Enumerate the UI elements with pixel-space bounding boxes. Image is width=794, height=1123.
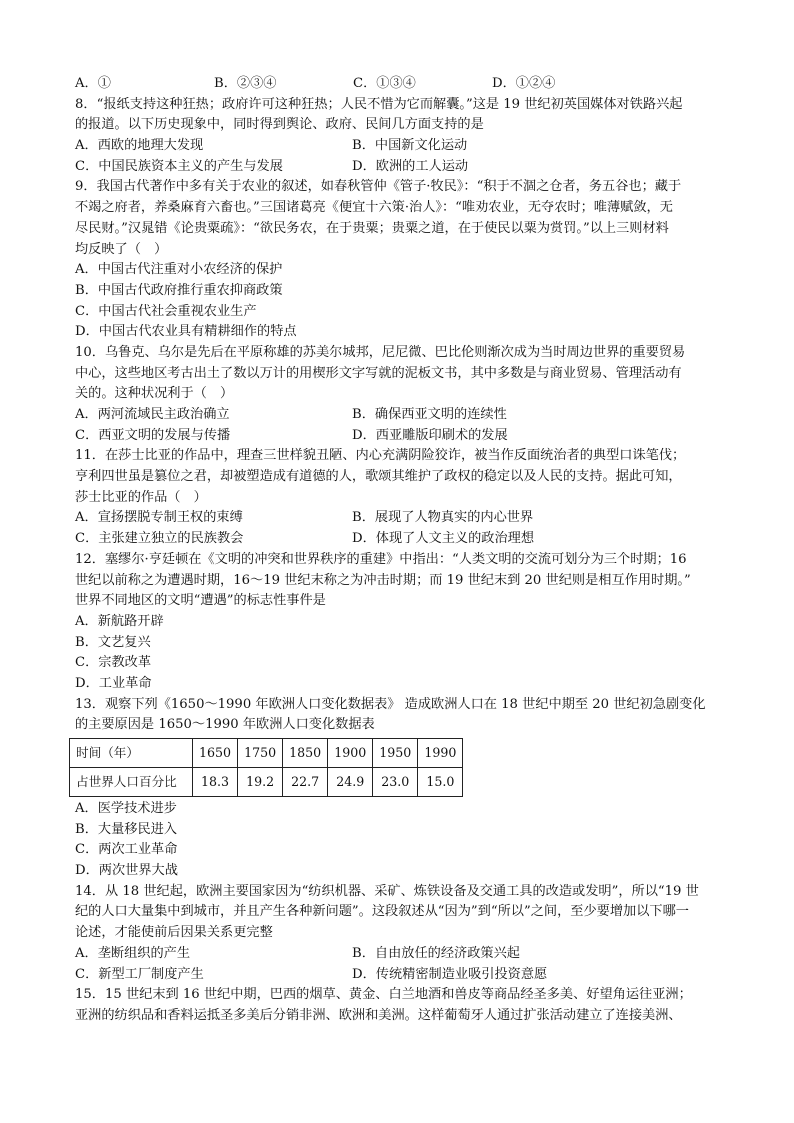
q11-option-a: A．宣扬摆脱专制王权的束缚 [75,510,243,526]
q10-option-d: D．西亚雕版印刷术的发展 [352,427,508,443]
q8-options-row [75,157,725,178]
table-cell: 24.9 [328,768,373,797]
exam-page [75,74,725,1027]
q7-option-b: B．②③④ [214,76,277,91]
table-cell: 1850 [283,739,328,768]
q13-option-d: D．两次世界大战 [75,863,178,879]
q8-stem-line: 8．“报纸支持这种狂热；政府许可这种狂热；人民不惜为它而解囊。”这是 19 世纪初英国媒体对铁路兴起 [75,96,683,112]
q7-option-c: C．①③④ [353,76,416,91]
q9-option-b: B．中国古代政府推行重农抑商政策 [75,282,283,298]
q12-option-c: C．宗教改革 [75,655,152,671]
table-cell: 1650 [193,739,238,768]
q8-option-c: C．中国民族资本主义的产生与发展 [75,158,283,174]
table-cell: 23.0 [373,768,418,797]
q14-option-a: A．垄断组织的产生 [75,945,191,961]
table-cell: 15.0 [418,768,463,797]
q7-option-d: D．①②④ [492,76,556,91]
table-cell: 1950 [373,739,418,768]
q9-option-a: A．中国古代注重对小农经济的保护 [75,262,283,278]
q11-option-c: C．主张建立独立的民族教会 [75,531,244,547]
q12-stem-line: 世界不同地区的文明“遭遇”的标志性事件是 [75,593,326,609]
q15-stem-line: 亚洲的纺织品和香料运抵圣多美后分销非洲、欧洲和美洲。这样葡萄牙人通过扩张活动建立了连接美洲、 [75,1007,682,1023]
table-cell: 1900 [328,739,373,768]
q9-option-d: D．中国古代农业具有精耕细作的特点 [75,324,297,340]
q8-option-a: A．西欧的地理大发现 [75,138,204,154]
q12-option-a: A．新航路开辟 [75,613,164,629]
q8-option-d: D．欧洲的工人运动 [352,158,469,174]
question-12 [75,550,725,695]
q8-options-row [75,136,725,157]
q13-option-a: A．医学技术进步 [75,801,177,816]
q14-stem-line: 纪的人口大量集中到城市，并且产生各种新问题”。这段叙述从“因为”到“所以”之间，至少要增加以下哪一 [75,904,689,920]
question-15 [75,985,725,1026]
q10-option-b: B．确保西亚文明的连续性 [352,407,507,422]
q7-options [75,74,725,95]
q14-options-row [75,944,725,965]
q14-stem-line: 论述，才能使前后因果关系更完整 [75,925,273,941]
q9-stem-line: 均反映了（ ） [75,241,168,257]
q13-stem-line: 的主要原因是 1650～1990 年欧洲人口变化数据表 [75,717,375,733]
q10-stem-line: 关的。这种状况利于（ ） [75,386,234,402]
q9-stem-line: 不竭之府者，养桑麻育六畜也。”三国诸葛亮《便宜十六策·治人》：“唯劝农业，无夺农时；唯薄赋敛，无 [75,200,673,216]
q13-option-b: B．大量移民进入 [75,821,178,837]
q9-option-c: C．中国古代社会重视农业生产 [75,303,257,319]
q11-stem-line: 莎士比亚的作品（ ） [75,489,207,505]
q8-option-b: B．中国新文化运动 [352,138,468,154]
table-row [70,739,463,768]
q11-options-row [75,529,725,550]
q11-stem-line: 亨利四世虽是篡位之君，却被塑造成有道德的人，歌颂其维护了政权的稳定以及人民的支持。据此可知， [75,469,682,485]
q14-options-row [75,965,725,986]
q11-option-b: B．展现了人物真实的内心世界 [352,510,534,526]
q12-stem-line: 世纪以前称之为遭遇时期，16～19 世纪末称之为冲击时期；而 19 世纪末到 20 世纪则是相互作用时期。” [75,572,691,588]
q10-options-row [75,405,725,426]
q10-stem-line: 中心，这些地区考古出土了数以万计的用楔形文字写就的泥板文书，其中多数是与商业贸易、管理活动有 [75,365,682,381]
q13-stem-line: 13．观察下列《1650～1990 年欧洲人口变化数据表》 造成欧洲人口在 18 世纪中期至 20 世纪初急剧变化 [75,696,706,712]
q10-option-c: C．西亚文明的发展与传播 [75,427,231,443]
table-cell: 1750 [238,739,283,768]
q11-options-row [75,508,725,529]
table-cell: 占世界人口百分比 [70,768,193,797]
q9-stem-line: 9．我国古代著作中多有关于农业的叙述，如春秋管仲《管子·牧民》：“积于不涸之仓者，务五谷也；藏于 [75,179,682,195]
q12-option-b: B．文艺复兴 [75,634,151,650]
q10-option-a: A．两河流域民主政治确立 [75,407,230,422]
q11-stem-line: 11．在莎士比亚的作品中，理查三世样貌丑陋、内心充满阴险狡诈，被当作反面统治者的典型口诛笔伐； [75,448,686,464]
q8-stem-line: 的报道。以下历史现象中，同时得到舆论、政府、民间几方面支持的是 [75,117,484,133]
table-cell: 时间（年） [70,739,193,768]
q14-option-b: B．自由放任的经济政策兴起 [352,945,520,961]
q10-options-row [75,426,725,447]
table-cell: 18.3 [193,768,238,797]
q13-option-c: C．两次工业革命 [75,842,178,858]
question-11 [75,446,725,549]
question-13 [75,695,725,882]
table-cell: 19.2 [238,768,283,797]
q10-stem-line: 10．乌鲁克、乌尔是先后在平原称雄的苏美尔城邦，尼尼微、巴比伦则渐次成为当时周边世界的重要贸易 [75,344,686,360]
question-10 [75,343,725,446]
q12-stem-line: 12．塞缪尔·亨廷顿在《文明的冲突和世界秩序的重建》中指出：“人类文明的交流可划分为三个时期；16 [75,551,687,567]
question-8 [75,95,725,178]
table-cell: 22.7 [283,768,328,797]
q14-option-d: D．传统精密制造业吸引投资意愿 [352,966,548,982]
question-9 [75,177,725,343]
q7-option-a: A．① [75,76,111,91]
q14-option-c: C．新型工厂制度产生 [75,966,204,982]
q9-stem-line: 尽民财。”汉晁错《论贵粟疏》：“欲民务农，在于贵粟；贵粟之道，在于使民以粟为赏罚。”以上三则材料 [75,220,669,236]
q11-option-d: D．体现了人文主义的政治理想 [352,531,535,547]
question-14 [75,882,725,985]
q15-stem-line: 15．15 世纪末到 16 世纪中期，巴西的烟草、黄金、白兰地酒和兽皮等商品经圣多美、好望角运往亚洲； [75,987,692,1003]
table-row [70,768,463,797]
population-table [69,738,463,797]
q14-stem-line: 14．从 18 世纪起，欧洲主要国家因为“纺织机器、采矿、炼铁设备及交通工具的改造或发明”，所以“19 世 [75,883,699,899]
table-cell: 1990 [418,739,463,768]
q12-option-d: D．工业革命 [75,675,152,691]
